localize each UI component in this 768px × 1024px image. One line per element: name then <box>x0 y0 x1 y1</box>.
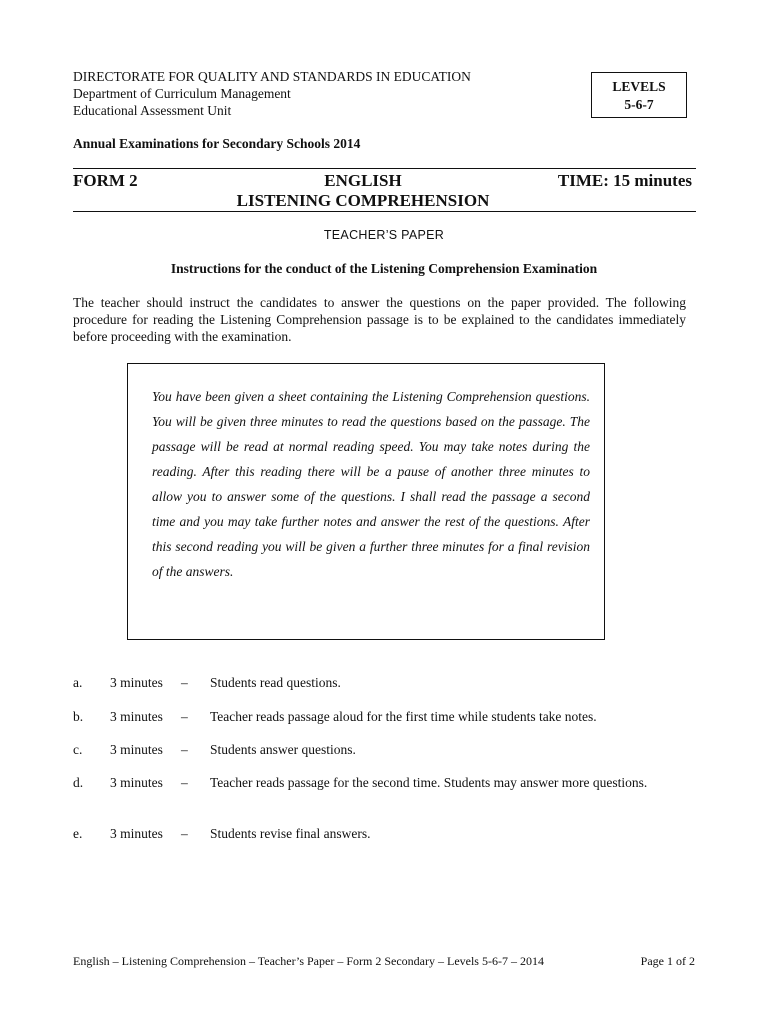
bottom-divider <box>73 211 696 212</box>
intro-paragraph: The teacher should instruct the candidates to answer the questions on the paper provided. The following procedure for reading the Listening Comprehension passage is to be explained to the candidates immediately before proceeding with the examination. <box>73 295 686 344</box>
top-divider <box>73 168 696 169</box>
step-letter: b. <box>73 709 84 724</box>
step-dash: – <box>181 709 188 724</box>
step-description: Students revise final answers. <box>210 826 371 841</box>
step-duration: 3 minutes <box>110 826 163 841</box>
unit-name: Educational Assessment Unit <box>73 103 232 118</box>
step-duration: 3 minutes <box>110 742 163 757</box>
step-letter: e. <box>73 826 83 841</box>
instructions-heading: Instructions for the conduct of the Listening Comprehension Examination <box>170 261 598 276</box>
levels-value: 5-6-7 <box>624 97 654 112</box>
step-dash: – <box>181 826 188 841</box>
step-description: Students answer questions. <box>210 742 356 757</box>
step-letter: a. <box>73 675 83 690</box>
directorate-title: DIRECTORATE FOR QUALITY AND STANDARDS IN EDUCATION <box>73 69 471 84</box>
department-name: Department of Curriculum Management <box>73 86 291 101</box>
step-letter: d. <box>73 775 84 790</box>
read-aloud-instructions-box <box>127 363 605 640</box>
step-duration: 3 minutes <box>110 709 163 724</box>
paper-title: LISTENING COMPREHENSION <box>236 191 490 210</box>
time-label: TIME: 15 minutes <box>557 171 692 190</box>
step-description: Teacher reads passage for the second time. Students may answer more questions. <box>210 775 648 790</box>
step-dash: – <box>181 742 188 757</box>
form-label: FORM 2 <box>73 171 138 190</box>
step-duration: 3 minutes <box>110 675 163 690</box>
step-dash: – <box>181 775 188 790</box>
page-number: Page 1 of 2 <box>640 954 695 968</box>
read-aloud-instructions-text: You have been given a sheet containing the Listening Comprehension questions. You will be given three minutes to read the questions based on the passage. The passage will be read at normal reading speed. You may take notes during the reading. After this reading there will be a pause of another three minutes to allow you to answer some of the questions. I shall read the passage a second time and you may take further notes and answer the rest of the questions. After this second reading you will be given a further three minutes for a final revision of the answers. <box>152 389 590 579</box>
step-description: Students read questions. <box>210 675 341 690</box>
exam-session-title: Annual Examinations for Secondary Schools 2014 <box>73 136 361 151</box>
footer-title: English – Listening Comprehension – Teacher’s Paper – Form 2 Secondary – Levels 5-6-7 – 2014 <box>73 954 544 968</box>
levels-label: LEVELS <box>612 79 666 94</box>
step-duration: 3 minutes <box>110 775 163 790</box>
subject-label: ENGLISH <box>324 171 402 190</box>
levels-box <box>591 72 687 118</box>
paper-type-heading: TEACHER’S PAPER <box>323 228 445 242</box>
step-dash: – <box>181 675 188 690</box>
step-description: Teacher reads passage aloud for the first time while students take notes. <box>210 709 597 724</box>
step-letter: c. <box>73 742 83 757</box>
